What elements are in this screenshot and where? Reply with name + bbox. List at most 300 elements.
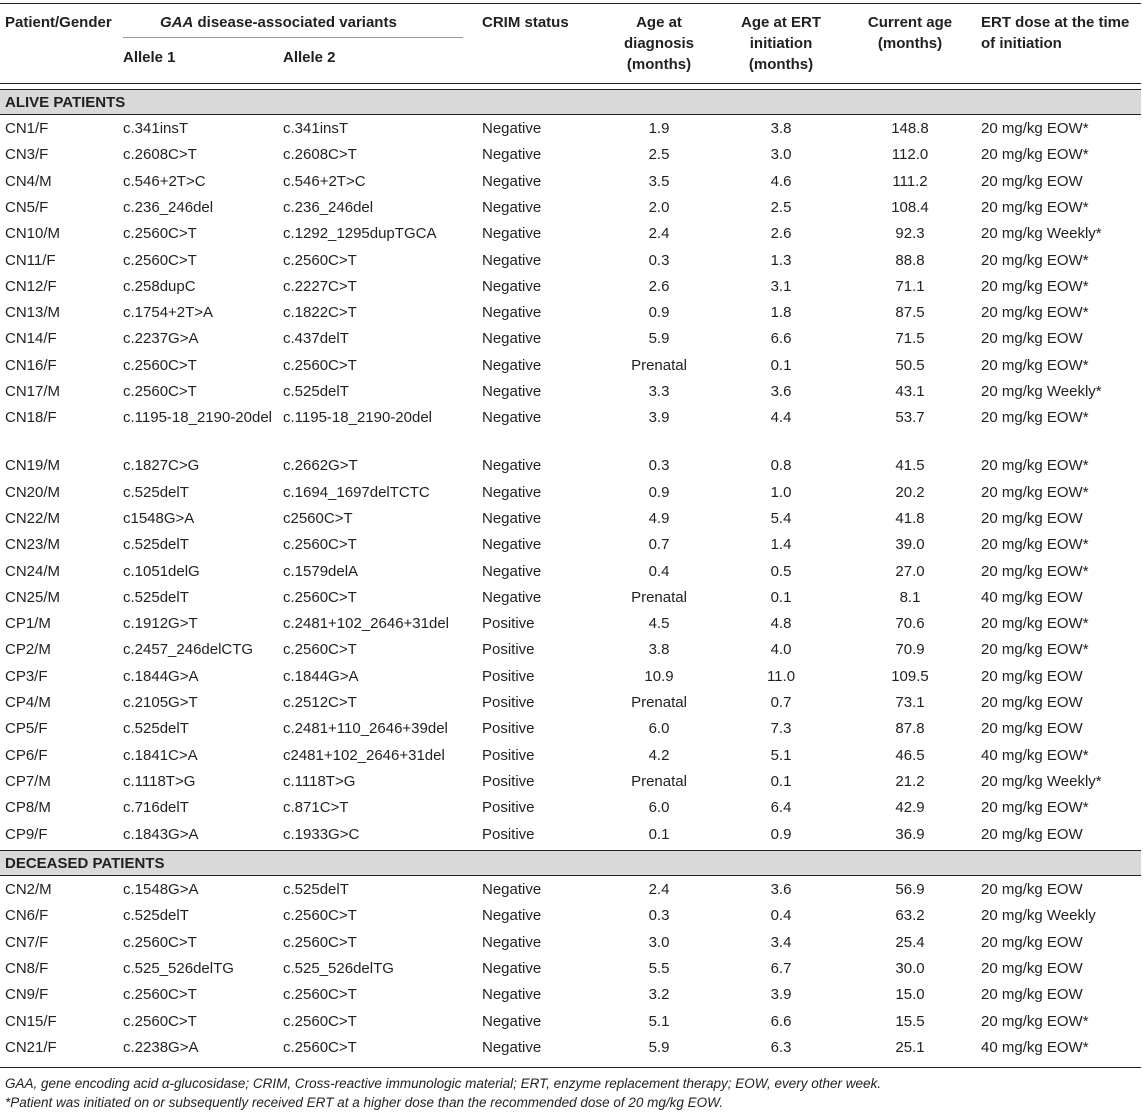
cell-ert-dose: 20 mg/kg EOW: [981, 694, 1083, 711]
cell-ert-dose: 20 mg/kg EOW*: [981, 409, 1089, 427]
cell-age-ert: 3.6: [770, 383, 792, 400]
cell-current-age: 73.1: [895, 694, 925, 711]
cell-ert-dose: 20 mg/kg EOW: [981, 959, 1083, 977]
cell-age-diagnosis: 2.4: [648, 881, 670, 898]
cell-allele1: c.525delT: [123, 907, 189, 925]
cell-age-diagnosis: 3.8: [648, 641, 670, 659]
cell-crim-status: Negative: [482, 907, 542, 925]
cell-crim-status: Positive: [482, 615, 535, 633]
cell-crim-status: Positive: [482, 825, 535, 843]
cell-current-age: 30.0: [895, 959, 925, 977]
cell-crim-status: Negative: [482, 509, 542, 527]
cell-allele2: c.437delT: [283, 330, 349, 348]
cell-patient-gender: CN20/M: [5, 483, 61, 501]
cell-allele2: c2481+102_2646+31del: [283, 746, 445, 764]
cell-ert-dose: 20 mg/kg EOW*: [981, 1012, 1089, 1030]
cell-age-diagnosis: Prenatal: [631, 772, 687, 790]
cell-ert-dose: 20 mg/kg EOW: [981, 933, 1083, 951]
cell-age-diagnosis: 0.7: [648, 536, 670, 554]
cell-age-ert: 6.6: [770, 330, 792, 348]
header-group-rule: [123, 37, 463, 38]
cell-current-age: 70.6: [895, 615, 925, 633]
cell-ert-dose: 20 mg/kg Weekly*: [981, 383, 1102, 400]
cell-allele2: c.2560C>T: [283, 933, 357, 951]
cell-allele1: c.1912G>T: [123, 615, 198, 633]
header-current-age: [848, 12, 972, 54]
cell-allele1: c.1827C>G: [123, 457, 200, 475]
cell-age-diagnosis: 4.2: [648, 746, 670, 764]
cell-current-age: 87.8: [895, 720, 925, 738]
cell-age-ert: 4.8: [770, 615, 792, 633]
cell-allele1: c.2105G>T: [123, 694, 198, 711]
cell-allele2: c.2560C>T: [283, 641, 357, 659]
cell-age-ert: 0.1: [770, 772, 792, 790]
cell-allele1: c.2238G>A: [123, 1038, 199, 1056]
cell-age-diagnosis: 0.1: [648, 825, 670, 843]
cell-allele1: c.2560C>T: [123, 225, 197, 243]
cell-current-age: 109.5: [891, 667, 929, 685]
header-patient-gender: Patient/Gender: [5, 14, 112, 31]
cell-allele2: c.1694_1697delTCTC: [283, 483, 430, 501]
cell-allele1: c.546+2T>C: [123, 172, 206, 190]
cell-ert-dose: 20 mg/kg EOW: [981, 881, 1083, 898]
cell-allele2: c.1844G>A: [283, 667, 359, 685]
cell-age-ert: 1.4: [770, 536, 792, 554]
header-dose: [981, 12, 1129, 54]
footnote-dose: *Patient was initiated on or subsequently received ERT at a higher dose than the recommended dose of 20 mg/kg EOW.: [5, 1095, 724, 1110]
cell-patient-gender: CN21/F: [5, 1038, 57, 1056]
section-title: DECEASED PATIENTS: [5, 855, 165, 872]
cell-age-ert: 3.8: [770, 120, 792, 137]
cell-age-diagnosis: 5.9: [648, 330, 670, 348]
cell-allele2: c.525_526delTG: [283, 959, 394, 977]
cell-crim-status: Positive: [482, 694, 535, 711]
cell-crim-status: Negative: [482, 304, 542, 322]
cell-ert-dose: 20 mg/kg Weekly*: [981, 772, 1102, 790]
cell-age-diagnosis: 10.9: [644, 667, 674, 685]
cell-crim-status: Negative: [482, 383, 542, 400]
cell-allele2: c.2560C>T: [283, 356, 357, 374]
cell-current-age: 39.0: [895, 536, 925, 554]
cell-ert-dose: 20 mg/kg EOW: [981, 172, 1083, 190]
cell-crim-status: Negative: [482, 959, 542, 977]
cell-current-age: 42.9: [895, 799, 925, 817]
cell-crim-status: Negative: [482, 225, 542, 243]
cell-ert-dose: 20 mg/kg EOW: [981, 825, 1083, 843]
cell-patient-gender: CP3/F: [5, 667, 48, 685]
cell-age-ert: 0.5: [770, 562, 792, 580]
cell-crim-status: Negative: [482, 933, 542, 951]
cell-current-age: 8.1: [899, 588, 921, 606]
cell-age-diagnosis: 0.3: [648, 907, 670, 925]
cell-patient-gender: CN9/F: [5, 986, 49, 1004]
cell-current-age: 87.5: [895, 304, 925, 322]
cell-current-age: 50.5: [895, 356, 925, 374]
cell-allele2: c.2560C>T: [283, 1038, 357, 1056]
cell-crim-status: Negative: [482, 120, 542, 137]
cell-crim-status: Negative: [482, 881, 542, 898]
cell-crim-status: Negative: [482, 277, 542, 295]
cell-crim-status: Negative: [482, 356, 542, 374]
cell-allele1: c.525delT: [123, 536, 189, 554]
cell-allele1: c.1195-18_2190-20del: [123, 409, 273, 427]
cell-allele1: c.525delT: [123, 720, 189, 738]
cell-crim-status: Negative: [482, 483, 542, 501]
cell-allele1: c.1841C>A: [123, 746, 198, 764]
cell-ert-dose: 20 mg/kg EOW*: [981, 304, 1089, 322]
cell-allele1: c.1843G>A: [123, 825, 199, 843]
cell-patient-gender: CN5/F: [5, 198, 49, 216]
cell-allele2: c.2560C>T: [283, 1012, 357, 1030]
cell-age-ert: 0.1: [770, 588, 792, 606]
cell-patient-gender: CN11/F: [5, 251, 56, 269]
cell-age-ert: 3.4: [770, 933, 792, 951]
cell-current-age: 112.0: [891, 146, 929, 164]
cell-allele2: c.2560C>T: [283, 907, 357, 925]
header-age-ert: [722, 12, 840, 75]
cell-ert-dose: 20 mg/kg EOW: [981, 509, 1083, 527]
header-variants-group: [160, 12, 397, 33]
cell-ert-dose: 20 mg/kg EOW*: [981, 562, 1089, 580]
cell-crim-status: Negative: [482, 986, 542, 1004]
cell-allele2: c.525delT: [283, 881, 349, 898]
cell-current-age: 63.2: [895, 907, 925, 925]
cell-current-age: 21.2: [895, 772, 925, 790]
cell-current-age: 15.0: [895, 986, 925, 1004]
cell-allele2: c.1933G>C: [283, 825, 360, 843]
cell-allele1: c.2608C>T: [123, 146, 197, 164]
cell-current-age: 70.9: [895, 641, 925, 659]
cell-current-age: 15.5: [895, 1012, 925, 1030]
cell-allele1: c.2560C>T: [123, 251, 197, 269]
cell-age-ert: 0.9: [770, 825, 792, 843]
cell-ert-dose: 20 mg/kg EOW*: [981, 536, 1089, 554]
cell-crim-status: Positive: [482, 641, 535, 659]
cell-allele2: c.1579delA: [283, 562, 359, 580]
cell-age-ert: 3.0: [770, 146, 792, 164]
footnote-abbreviations: GAA, gene encoding acid α-glucosidase; CRIM, Cross-reactive immunologic material; ERT, enzyme replacement therapy; EOW, every other week.: [5, 1076, 882, 1091]
cell-patient-gender: CN2/M: [5, 881, 52, 898]
cell-allele2: c.1822C>T: [283, 304, 357, 322]
cell-ert-dose: 20 mg/kg EOW*: [981, 615, 1089, 633]
cell-crim-status: Positive: [482, 720, 535, 738]
header-bottom-rule: [0, 83, 1141, 84]
cell-allele2: c.2227C>T: [283, 277, 357, 295]
cell-allele1: c.1754+2T>A: [123, 304, 214, 322]
header-allele2: Allele 2: [283, 49, 336, 66]
cell-current-age: 25.4: [895, 933, 925, 951]
cell-current-age: 148.8: [891, 120, 929, 137]
cell-current-age: 46.5: [895, 746, 925, 764]
cell-ert-dose: 20 mg/kg EOW: [981, 667, 1083, 685]
cell-crim-status: Positive: [482, 772, 535, 790]
cell-allele1: c.525delT: [123, 483, 189, 501]
cell-patient-gender: CP1/M: [5, 615, 51, 633]
cell-crim-status: Negative: [482, 172, 542, 190]
cell-ert-dose: 40 mg/kg EOW*: [981, 746, 1089, 764]
cell-current-age: 88.8: [895, 251, 925, 269]
cell-crim-status: Negative: [482, 251, 542, 269]
cell-allele2: c.2481+102_2646+31del: [283, 615, 449, 633]
cell-crim-status: Negative: [482, 536, 542, 554]
cell-crim-status: Negative: [482, 198, 542, 216]
cell-patient-gender: CP9/F: [5, 825, 48, 843]
header-crim: CRIM status: [482, 14, 569, 31]
header-dose-line1: ERT dose at the time: [981, 14, 1130, 31]
cell-allele2: c.2662G>T: [283, 457, 358, 475]
cell-crim-status: Negative: [482, 146, 542, 164]
cell-age-ert: 11.0: [766, 667, 796, 685]
cell-age-ert: 1.3: [770, 251, 792, 269]
table-header: [0, 0, 1141, 84]
cell-age-ert: 2.5: [770, 198, 792, 216]
cell-ert-dose: 20 mg/kg EOW*: [981, 457, 1089, 475]
cell-current-age: 36.9: [895, 825, 925, 843]
cell-current-age: 41.5: [895, 457, 925, 475]
cell-allele2: c.2560C>T: [283, 536, 357, 554]
header-current-age-line1: Current age: [867, 14, 953, 31]
header-variants-text: disease-associated variants: [193, 14, 397, 31]
cell-age-diagnosis: 3.5: [648, 172, 670, 190]
cell-age-ert: 4.0: [770, 641, 792, 659]
cell-age-ert: 4.4: [770, 409, 792, 427]
cell-crim-status: Negative: [482, 1012, 542, 1030]
cell-age-diagnosis: 3.3: [648, 383, 670, 400]
cell-patient-gender: CN4/M: [5, 172, 52, 190]
cell-allele2: c.2512C>T: [283, 694, 357, 711]
cell-allele2: c.546+2T>C: [283, 172, 366, 190]
cell-patient-gender: CN25/M: [5, 588, 61, 606]
cell-ert-dose: 20 mg/kg EOW*: [981, 641, 1089, 659]
cell-age-ert: 6.4: [770, 799, 792, 817]
cell-ert-dose: 20 mg/kg EOW: [981, 330, 1083, 348]
header-dose-line2: of initiation: [981, 35, 1062, 52]
cell-current-age: 53.7: [895, 409, 925, 427]
cell-age-ert: 3.6: [770, 881, 792, 898]
cell-age-diagnosis: 3.9: [648, 409, 670, 427]
section-header: [0, 850, 1141, 876]
cell-crim-status: Positive: [482, 746, 535, 764]
cell-ert-dose: 20 mg/kg EOW: [981, 986, 1083, 1004]
cell-patient-gender: CN19/M: [5, 457, 61, 475]
cell-age-diagnosis: 0.3: [648, 457, 670, 475]
cell-allele1: c.2560C>T: [123, 986, 197, 1004]
cell-patient-gender: CN6/F: [5, 907, 49, 925]
section-header: [0, 89, 1141, 115]
cell-age-diagnosis: 1.9: [648, 120, 670, 137]
cell-age-ert: 5.4: [770, 509, 792, 527]
cell-allele1: c.1118T>G: [123, 772, 196, 790]
cell-allele1: c.236_246del: [123, 198, 214, 216]
header-age-diagnosis-line3: (months): [626, 56, 692, 73]
cell-allele1: c.2237G>A: [123, 330, 199, 348]
cell-current-age: 56.9: [895, 881, 925, 898]
cell-ert-dose: 40 mg/kg EOW: [981, 588, 1083, 606]
cell-allele1: c.2560C>T: [123, 933, 197, 951]
cell-age-ert: 0.4: [770, 907, 792, 925]
cell-allele2: c.2608C>T: [283, 146, 357, 164]
cell-patient-gender: CP8/M: [5, 799, 51, 817]
cell-age-diagnosis: 5.1: [648, 1012, 670, 1030]
cell-allele2: c.1118T>G: [283, 772, 356, 790]
cell-patient-gender: CP7/M: [5, 772, 51, 790]
cell-age-diagnosis: 3.2: [648, 986, 670, 1004]
cell-age-diagnosis: 2.5: [648, 146, 670, 164]
cell-patient-gender: CP5/F: [5, 720, 48, 738]
cell-ert-dose: 20 mg/kg EOW*: [981, 251, 1089, 269]
cell-current-age: 41.8: [895, 509, 925, 527]
cell-patient-gender: CP6/F: [5, 746, 48, 764]
cell-patient-gender: CN7/F: [5, 933, 49, 951]
header-variants-gene: GAA: [160, 14, 194, 31]
cell-crim-status: Negative: [482, 562, 542, 580]
cell-ert-dose: 20 mg/kg EOW*: [981, 799, 1089, 817]
cell-patient-gender: CP2/M: [5, 641, 51, 659]
cell-age-ert: 0.8: [770, 457, 792, 475]
cell-allele1: c.258dupC: [123, 277, 196, 295]
cell-current-age: 71.1: [895, 277, 925, 295]
cell-age-diagnosis: 3.0: [648, 933, 670, 951]
cell-ert-dose: 40 mg/kg EOW*: [981, 1038, 1089, 1056]
cell-age-diagnosis: Prenatal: [631, 694, 687, 711]
cell-age-diagnosis: 2.0: [648, 198, 670, 216]
cell-crim-status: Negative: [482, 1038, 542, 1056]
cell-current-age: 27.0: [895, 562, 925, 580]
cell-allele1: c.1844G>A: [123, 667, 199, 685]
cell-allele1: c.341insT: [123, 120, 189, 137]
cell-age-diagnosis: 5.5: [648, 959, 670, 977]
cell-current-age: 43.1: [895, 383, 925, 400]
cell-age-ert: 0.1: [770, 356, 792, 374]
cell-age-ert: 6.6: [770, 1012, 792, 1030]
cell-age-ert: 1.8: [770, 304, 792, 322]
cell-current-age: 25.1: [895, 1038, 925, 1056]
cell-age-ert: 6.3: [770, 1038, 792, 1056]
header-current-age-line2: (months): [877, 35, 943, 52]
cell-age-diagnosis: 2.4: [648, 225, 670, 243]
cell-current-age: 71.5: [895, 330, 925, 348]
cell-crim-status: Positive: [482, 667, 535, 685]
cell-current-age: 108.4: [891, 198, 929, 216]
cell-age-ert: 0.7: [770, 694, 792, 711]
cell-crim-status: Positive: [482, 799, 535, 817]
cell-age-diagnosis: 0.9: [648, 483, 670, 501]
cell-allele2: c.525delT: [283, 383, 349, 400]
cell-age-diagnosis: Prenatal: [631, 588, 687, 606]
cell-age-diagnosis: 4.9: [648, 509, 670, 527]
cell-patient-gender: CN22/M: [5, 509, 61, 527]
cell-age-ert: 3.1: [770, 277, 792, 295]
cell-crim-status: Negative: [482, 409, 542, 427]
cell-current-age: 111.2: [892, 172, 928, 190]
cell-allele1: c.2560C>T: [123, 383, 197, 400]
header-age-ert-line3: (months): [748, 56, 814, 73]
cell-age-ert: 3.9: [770, 986, 792, 1004]
cell-patient-gender: CN10/M: [5, 225, 61, 243]
cell-allele1: c.525_526delTG: [123, 959, 234, 977]
cell-age-ert: 6.7: [770, 959, 792, 977]
cell-patient-gender: CN17/M: [5, 383, 61, 400]
cell-crim-status: Negative: [482, 588, 542, 606]
cell-age-diagnosis: Prenatal: [631, 356, 687, 374]
cell-crim-status: Negative: [482, 330, 542, 348]
section-title: ALIVE PATIENTS: [5, 94, 126, 111]
cell-patient-gender: CN12/F: [5, 277, 57, 295]
cell-allele1: c.1051delG: [123, 562, 200, 580]
cell-allele1: c.2560C>T: [123, 1012, 197, 1030]
cell-age-ert: 2.6: [770, 225, 792, 243]
cell-ert-dose: 20 mg/kg EOW*: [981, 146, 1089, 164]
cell-allele1: c.1548G>A: [123, 881, 199, 898]
header-age-diagnosis: [600, 12, 718, 75]
cell-ert-dose: 20 mg/kg EOW*: [981, 483, 1089, 501]
cell-allele2: c.341insT: [283, 120, 349, 137]
cell-patient-gender: CN3/F: [5, 146, 49, 164]
cell-age-diagnosis: 2.6: [648, 277, 670, 295]
cell-age-diagnosis: 0.4: [648, 562, 670, 580]
cell-patient-gender: CN16/F: [5, 356, 57, 374]
cell-age-diagnosis: 0.3: [648, 251, 670, 269]
cell-age-ert: 4.6: [770, 172, 792, 190]
header-age-diagnosis-line1: Age at: [636, 14, 682, 31]
cell-allele2: c2560C>T: [283, 509, 353, 527]
cell-ert-dose: 20 mg/kg EOW*: [981, 277, 1089, 295]
cell-age-diagnosis: 6.0: [648, 799, 670, 817]
cell-patient-gender: CN24/M: [5, 562, 61, 580]
cell-allele2: c.236_246del: [283, 198, 374, 216]
cell-patient-gender: CN8/F: [5, 959, 49, 977]
cell-patient-gender: CN23/M: [5, 536, 61, 554]
header-allele1: Allele 1: [123, 49, 176, 66]
cell-patient-gender: CN18/F: [5, 409, 57, 427]
cell-age-ert: 1.0: [770, 483, 792, 501]
cell-allele2: c.871C>T: [283, 799, 349, 817]
cell-age-diagnosis: 6.0: [648, 720, 670, 738]
cell-age-ert: 7.3: [770, 720, 792, 738]
cell-allele1: c.716delT: [123, 799, 189, 817]
cell-allele1: c.2560C>T: [123, 356, 197, 374]
cell-crim-status: Negative: [482, 457, 542, 475]
cell-age-ert: 5.1: [770, 746, 792, 764]
cell-age-diagnosis: 5.9: [648, 1038, 670, 1056]
header-age-ert-line1: Age at ERT: [740, 14, 821, 31]
cell-allele2: c.2560C>T: [283, 251, 357, 269]
cell-allele2: c.1292_1295dupTGCA: [283, 225, 437, 243]
header-age-ert-line2: initiation: [749, 35, 813, 52]
header-age-diagnosis-line2: diagnosis: [623, 35, 694, 52]
cell-patient-gender: CP4/M: [5, 694, 51, 711]
cell-ert-dose: 20 mg/kg EOW: [981, 720, 1083, 738]
cell-allele2: c.2560C>T: [283, 986, 357, 1004]
cell-age-diagnosis: 0.9: [648, 304, 670, 322]
cell-ert-dose: 20 mg/kg EOW*: [981, 356, 1089, 374]
cell-age-diagnosis: 4.5: [648, 615, 670, 633]
cell-allele1: c.2457_246delCTG: [123, 641, 254, 659]
cell-patient-gender: CN13/M: [5, 304, 61, 322]
cell-allele1: c.525delT: [123, 588, 189, 606]
cell-ert-dose: 20 mg/kg Weekly*: [981, 225, 1102, 243]
cell-patient-gender: CN1/F: [5, 120, 49, 137]
cell-allele2: c.2560C>T: [283, 588, 357, 606]
cell-ert-dose: 20 mg/kg EOW*: [981, 120, 1089, 137]
cell-current-age: 20.2: [895, 483, 925, 501]
cell-patient-gender: CN14/F: [5, 330, 57, 348]
cell-ert-dose: 20 mg/kg Weekly: [981, 907, 1096, 925]
cell-allele2: c.2481+110_2646+39del: [283, 720, 448, 738]
table-bottom-rule: [0, 1067, 1141, 1068]
cell-current-age: 92.3: [895, 225, 925, 243]
cell-allele1: c1548G>A: [123, 509, 195, 527]
